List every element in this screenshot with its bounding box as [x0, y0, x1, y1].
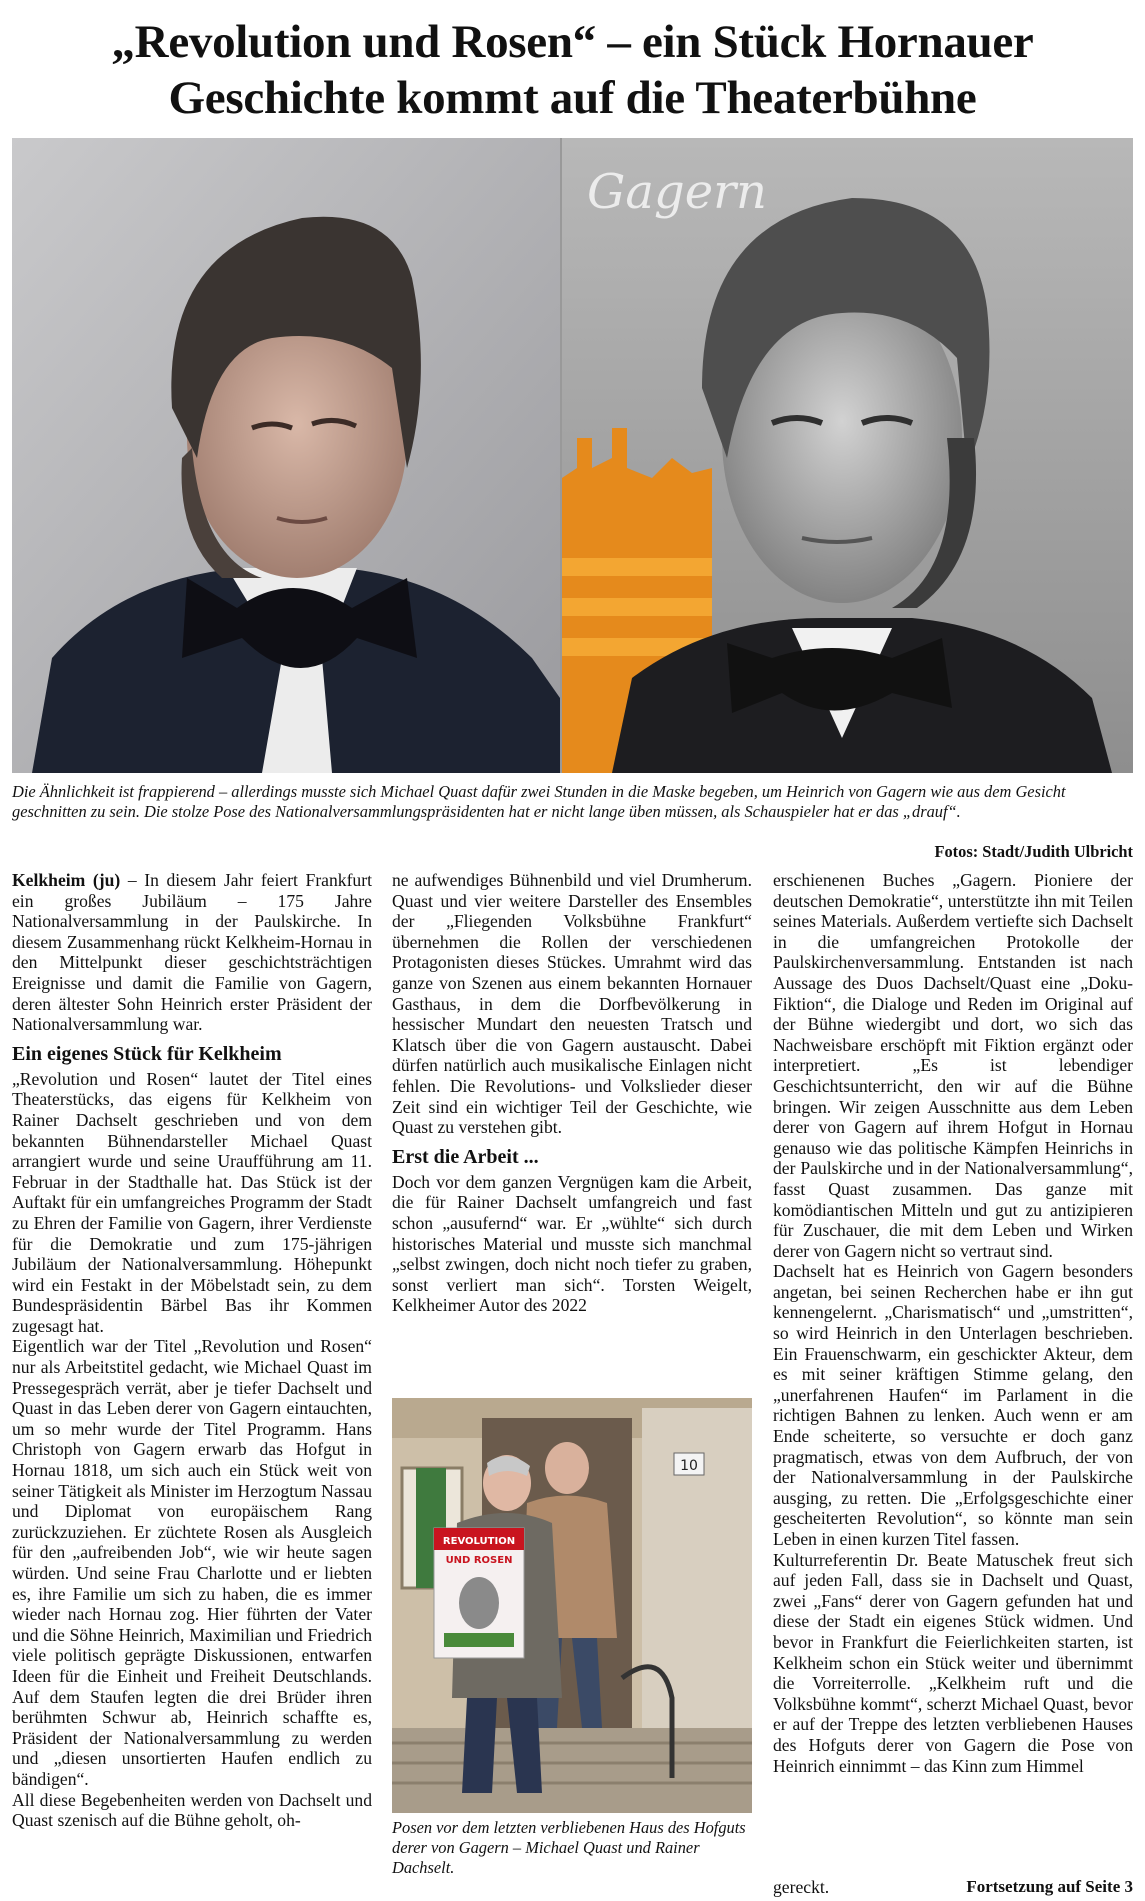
middle-photo-caption: Posen vor dem letzten verbliebenen Haus des Hofguts derer von Gagern – Michael Quast und Rainer Dachselt.	[392, 1818, 746, 1877]
dateline: Kelkheim (ju)	[12, 870, 121, 890]
middle-photo	[392, 1398, 752, 1813]
article-column-2	[392, 870, 752, 1316]
house-number: 10	[680, 1458, 698, 1474]
headline-line-1: „Revolution und Rosen“ – ein Stück Hornauer	[111, 16, 1034, 68]
headline-line-2: Geschichte kommt auf die Theaterbühne	[168, 72, 977, 124]
article-paragraph: erschienenen Buches „Gagern. Pioniere der deutschen Demokratie“, unterstützte ihn mit Teilen seines Materials. Außerdem vertiefte sich Dachselt in die umfangreichen Protokolle der Paulskirchenversammlung. Entstanden ist nach Aussage des Duos Dachselt/Quast eine „Doku-Fiktion“, die Dialoge und Reden im Original auf der Bühne wiedergibt und dort, wo sich das Nachweisbare erschöpft mit Fiktion ergänzt oder interpretiert. „Es ist lebendiger Geschichtsunterricht, den wir auf die Bühne bringen. Wir zeigen Ausschnitte aus dem Leben derer von Gagern auf ihrem Hofgut in Hornau genauso wie das politische Kämpfen Heinrichs in der Paulskirche und in der Nationalversammlung“, fasst Quast zusammen. Das ganze mit komödiantischen Mitteln und gut zu antizipieren für Zuschauer, die mit dem Leben und Wirken derer von Gagern nicht so vertraut sind.	[773, 870, 1133, 1261]
person-2-head	[545, 1442, 589, 1494]
photo-credit: Fotos: Stadt/Judith Ulbricht	[934, 842, 1133, 861]
poster-portrait	[459, 1577, 499, 1629]
article-paragraph: Eigentlich war der Titel „Revolution und Rosen“ nur als Arbeitstitel gedacht, wie Michael Quast im Pressegespräch verrät, aber je tiefer Dachselt und Quast in das Leben derer von Gagern eintauchten, um so mehr wurde der Titel Programm. Hans Christoph von Gagern erwarb das Hofgut in Hornau 1818, um sich auch ein Stück weit von seiner Tätigkeit als Minister im Herzogtum Nassau und Diplomat von europäischem Rang zurückzuziehen. Er züchtete Rosen als Ausgleich für den „aufreibenden Job“, wie wir heute sagen würden. Und seine Frau Charlotte und er liebten es, ihre Familie um sich zu haben, die es immer wieder nach Hornau zog. Hier führten der Vater und die Söhne Heinrich, Maximilian und Friedrich viele politisch geprägte Diskussionen, entwarfen Ideen für die Einheit und Freiheit Deutschlands. Auf dem Staufen legten die drei Brüder ihren berühmten Schwur ab, Heinrich schaffte es, Präsident der Nationalversammlung zu werden und „diesen unsortierten Haufen endlich zu bändigen“.	[12, 1336, 372, 1789]
article-column-1	[12, 870, 372, 1831]
article-end: gereckt.	[773, 1877, 830, 1897]
middle-photo-illustration	[392, 1398, 752, 1813]
poster-title-2: UND ROSEN	[445, 1555, 513, 1566]
subheading: Erst die Arbeit ...	[392, 1145, 539, 1168]
article-paragraph: „Revolution und Rosen“ lautet der Titel eines Theaterstücks, das eigens für Kelkheim von Rainer Dachselt geschrieben und von dem bekannten Bühnendarsteller Michael Quast arrangiert wurde und seine Uraufführung am 11. Februar in der Stadthalle hat. Das Stück ist der Auftakt für ein umfangreiches Programm der Stadt zu Ehren der Familie von Gagern, ihrer Verdienste für die Demokratie und zum 175-jährigen Jubiläum der Nationalversammlung. Höhepunkt wird ein Festakt in der Möbelstadt sein, zu dem Bundespräsidentin Bärbel Bas ihr Kommen zugesagt hat.	[12, 1068, 372, 1336]
top-photo-caption: Die Ähnlichkeit ist frappierend – allerdings musste sich Michael Quast dafür zwei Stunden in die Maske begeben, um Heinrich von Gagern wie aus dem Gesicht geschnitten zu sein. Die stolze Pose des Nationalversammlungspräsidenten hat er nicht lange üben müssen, als Schauspieler hat er das „drauf“.	[12, 782, 1066, 821]
stairs	[392, 1728, 752, 1813]
article-paragraph: Kulturreferentin Dr. Beate Matuschek freut sich auf jeden Fall, dass sie in Dachselt und Quast, zwei „Fans“ derer von Gagern gefunden hat und diese der Stadt ein eigenes Stück widmen. Und bevor in Frankfurt die Feierlichkeiten starten, ist Kelkheim schon ein Stück weiter und übernimmt die Vorreiterrolle. „Kelkheim ruft und die Volksbühne kommt“, scherzt Michael Quast, bevor er auf der Treppe des letzten verbliebenen Hauses des Hofguts derer von Gagern die Pose von Heinrich einnimmt – das Kinn zum Himmel	[773, 1549, 1133, 1776]
article-column-3	[773, 870, 1133, 1776]
article-paragraph: All diese Begebenheiten werden von Dachselt und Quast szenisch auf die Bühne geholt, oh-	[12, 1789, 372, 1831]
article-paragraph: Kelkheim (ju) – In diesem Jahr feiert Frankfurt ein großes Jubiläum – 175 Jahre Nationalversammlung in der Paulskirche. In diesem Zusammenhang rückt Kelkheim-Hornau in den Mittelpunkt dieser geschichtsträchtigen Ereignisse und damit die Familie von Gagern, deren ältester Sohn Heinrich erster Präsident der Nationalversammlung war.	[12, 870, 372, 1035]
top-photo-illustration	[12, 138, 1133, 773]
article-paragraph: ne aufwendiges Bühnenbild und viel Drumherum. Quast und vier weitere Darsteller des Ensembles der „Fliegenden Volksbühne Frankfurt“ übernehmen die Rollen der verschiedenen Protagonisten dieses Stückes. Umrahmt wird das ganze von Szenen aus einem bekannten Hornauer Gasthaus, in dem die Dorfbevölkerung in hessischer Mundart den neuesten Tratsch und Klatsch über die von Gagern austauscht. Dabei dürfen natürlich auch musikalische Einlagen nicht fehlen. Die Revolutions- und Volkslieder dieser Zeit sind ein wichtiger Teil der Geschichte, wie Quast zu verstehen gibt.	[392, 870, 752, 1138]
poster-title-1: REVOLUTION	[442, 1536, 516, 1547]
article-paragraph: Doch vor dem ganzen Vergnügen kam die Arbeit, die für Rainer Dachselt umfangreich und fast schon „ausufernd“ war. Er „wühlte“ sich durch historisches Material und musste sich manchmal „selbst zwingen, doch nicht noch tiefer zu graben, sonst verliert man sich“. Torsten Weigelt, Kelkheimer Autor des 2022	[392, 1171, 752, 1316]
article-paragraph: Dachselt hat es Heinrich von Gagern besonders angetan, bei seinen Recherchen habe er ihn gut kennengelernt. „Charismatisch“ und „umstritten“, so wird Heinrich in den Unterlagen beschrieben. Ein Frauenschwarm, ein geschickter Akteur, dem es mit seiner kräftigen Stimme gelang, den „unerfahrenen Haufen“ im Parlament in die richtigen Bahnen zu lenken. Auch wenn er am Ende scheiterte, so versuchte er doch ganz pragmatisch, etwas von dem Aufbruch, der von der Nationalversammlung in der Paulskirche ausging, zu retten. Die „Erfolgsgeschichte einer gescheiterten Revolution“, so könnte man sein Leben in einen kurzen Titel fassen.	[773, 1261, 1133, 1549]
subheading: Ein eigenes Stück für Kelkheim	[12, 1042, 282, 1065]
continuation-note: Fortsetzung auf Seite 3	[966, 1877, 1133, 1896]
top-photo	[12, 138, 1133, 773]
headline	[0, 14, 1145, 126]
mural-lettering: Gagern	[587, 164, 767, 220]
